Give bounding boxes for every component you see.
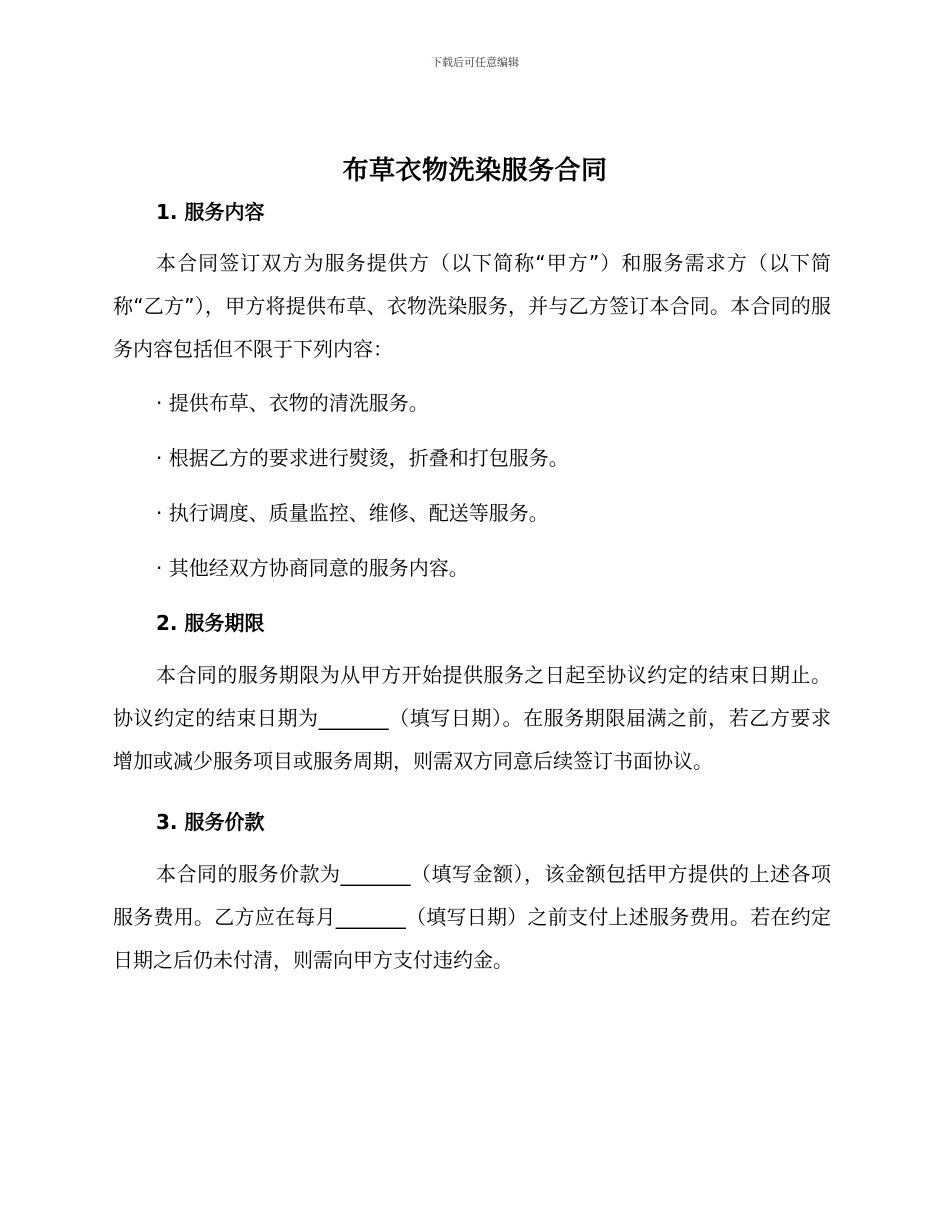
page-header: 下载后可任意编辑 bbox=[431, 56, 519, 69]
bullet-item: · 提供布草、衣物的清洗服务。 bbox=[156, 391, 429, 415]
section-paragraph-service-content: 本合同签订双方为服务提供方（以下简称“甲方”）和服务需求方（以下简称“乙方”），甲方将提供布草、衣物洗染服务，并与乙方签订本合同。本合同的服务内容包括但不限于下列内容： bbox=[113, 251, 831, 361]
section-heading-service-term: 2. 服务期限 bbox=[156, 611, 265, 635]
section-heading-service-price: 3. 服务价款 bbox=[156, 810, 265, 834]
section-paragraph-service-term: 本合同的服务期限为从甲方开始提供服务之日起至协议约定的结束日期止。协议约定的结束日期为_______（填写日期）。在服务期限届满之前，若乙方要求增加或减少服务项目或服务周期，则需双方同意后续签订书面协议。 bbox=[113, 663, 831, 773]
bullet-item: · 执行调度、质量监控、维修、配送等服务。 bbox=[156, 501, 549, 525]
bullet-item: · 根据乙方的要求进行熨烫，折叠和打包服务。 bbox=[156, 446, 569, 470]
bullet-item: · 其他经双方协商同意的服务内容。 bbox=[156, 556, 469, 580]
section-heading-service-content: 1. 服务内容 bbox=[156, 200, 265, 224]
document-title: 布草衣物洗染服务合同 bbox=[342, 156, 608, 186]
section-paragraph-service-price: 本合同的服务价款为_______（填写金额），该金额包括甲方提供的上述各项服务费用。乙方应在每月_______（填写日期）之前支付上述服务费用。若在约定日期之后仍未付清，则需向甲方支付违约金。 bbox=[113, 862, 831, 972]
document-body bbox=[113, 196, 831, 982]
